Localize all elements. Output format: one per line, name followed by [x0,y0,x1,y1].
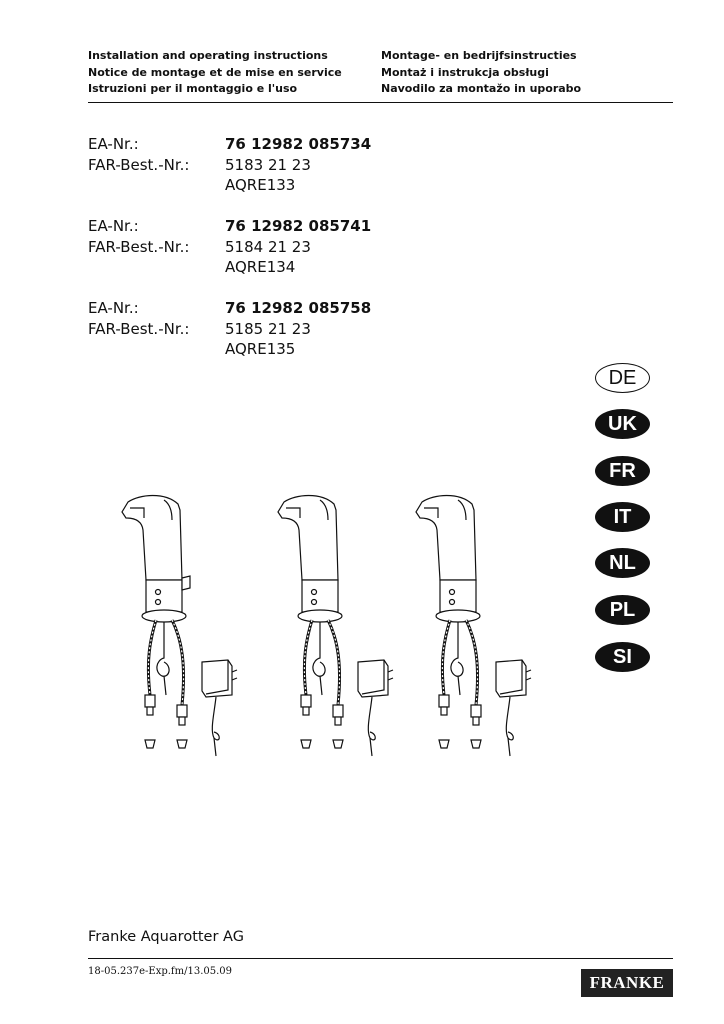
language-badge-fr[interactable]: FR [595,456,650,486]
header-line: Navodilo za montažo in uporabo [381,82,582,95]
header-line: Montaż i instrukcja obsługi [381,65,549,79]
language-badge-it[interactable]: IT [595,502,650,532]
model-number: AQRE134 [225,258,296,276]
language-badge-uk[interactable]: UK [595,409,650,439]
faucet-drawing-aqre133 [122,496,237,757]
header-left [88,48,342,98]
franke-logo: FRANKE [581,969,673,997]
far-number: 5185 21 23 [225,319,311,338]
header-line: Montage- en bedrijfsinstructies [381,49,577,62]
ea-number: 76 12982 085758 [225,299,372,317]
far-label: FAR-Best.-Nr.: [88,237,190,256]
language-badge-pl[interactable]: PL [595,595,650,625]
ea-label: EA-Nr.: [88,217,139,235]
far-number: 5184 21 23 [225,237,311,256]
language-badge-de[interactable]: DE [595,363,650,393]
ea-label: EA-Nr.: [88,299,139,317]
far-number: 5183 21 23 [225,155,311,174]
company-name: Franke Aquarotter AG [88,929,244,945]
model-number: AQRE133 [225,176,296,194]
faucet-illustration [110,490,550,770]
faucet-drawing-aqre134 [278,496,393,757]
language-badge-nl[interactable]: NL [595,548,650,578]
header-line: Installation and operating instructions [88,49,328,62]
ea-number: 76 12982 085741 [225,217,372,235]
far-label: FAR-Best.-Nr.: [88,155,190,174]
language-badge-si[interactable]: SI [595,642,650,672]
model-number: AQRE135 [225,340,296,358]
ea-label: EA-Nr.: [88,135,139,153]
faucet-drawing-aqre135 [416,496,531,757]
header-line: Notice de montage et de mise en service [88,65,342,79]
footer-document-code: 18-05.237e-Exp.fm/13.05.09 [88,966,232,977]
ea-number: 76 12982 085734 [225,135,372,153]
far-label: FAR-Best.-Nr.: [88,319,190,338]
header-line: Istruzioni per il montaggio e l'uso [88,82,298,95]
header-divider [88,102,673,103]
header-right [381,48,581,98]
footer-divider [88,958,673,959]
side-valve [182,576,190,590]
